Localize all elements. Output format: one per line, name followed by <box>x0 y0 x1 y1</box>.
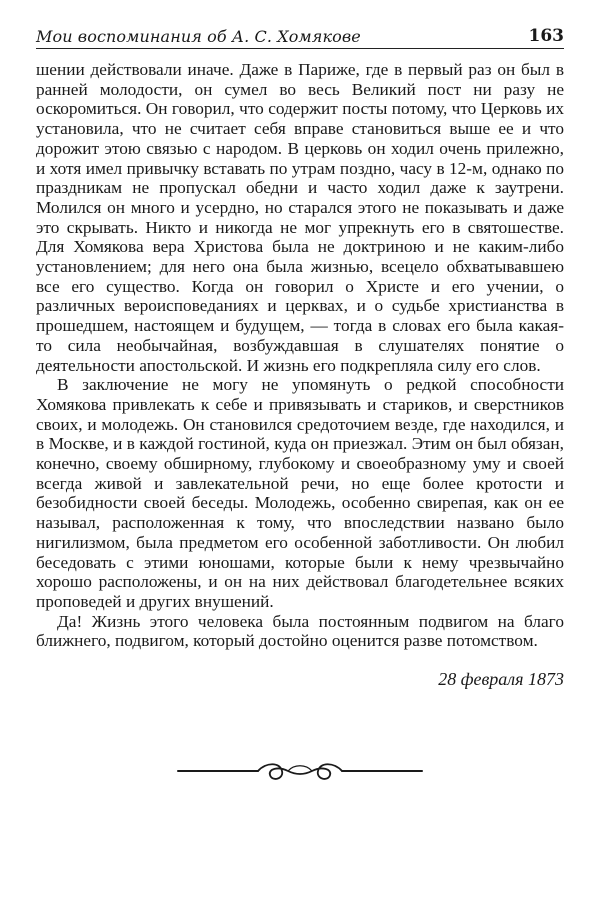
paragraph-1: шении действовали иначе. Даже в Париже, где в первый раз он был в ранней молодости, он сумел во весь Великий пост ни разу не оскоромиться. Он говорил, что содержит посты потому, что Церковь их установила, что не считает себя вправе становиться выше ее и что дорожит этою связью с народом. В церковь он ходил очень прилежно, и хотя имел привычку вставать по утрам поздно, часу в 12-м, однако по праздникам не пропускал обедни и часто ходил даже к заутрени. Молился он много и усердно, но старался этого не показывать и даже это скрывать. Никто и никогда не мог упрекнуть его в святошестве. Для Хомякова вера Христова была не доктриною и не каким-либо установлением; для него она была жизнью, всецело обхватывавшею все его существо. Когда он говорил о Христе и его учении, о различных вероисповеданиях и церквах, и о судьбе христианства в прошедшем, настоящем и будущем, — тогда в словах его была какая-то сила необычайная, возбуждавшая в слушателях понятие о деятельности апостольской. И жизнь его подкрепляла силу его слов. <box>36 60 564 375</box>
paragraph-2: В заключение не могу не упомянуть о редкой способности Хомякова привлекать к себе и привязывать и стариков, и сверстников своих, и молодежь. Он становился средоточием везде, где находился, и в Москве, и в каждой гостиной, куда он приезжал. Этим он был обязан, конечно, своему обширному, глубокому и своеобразному уму и своей всегда живой и завлекательной речи, но еще более кротости и безобидности своей беседы. Молодежь, особенно свирепая, как он ее называл, расположенная к тому, что впоследствии названо было нигилизмом, была предметом его особенной заботливости. Он любил беседовать с этими юношами, которые были к нему чрезвычайно хорошо расположены, и он на них действовал благодетельнее всяких проповедей и других внушений. <box>36 375 564 611</box>
page <box>36 18 564 690</box>
page-number: 163 <box>528 26 564 46</box>
flourish-ornament-icon <box>170 752 430 790</box>
running-title: Мои воспоминания об А. С. Хомякове <box>36 27 361 46</box>
body-text <box>36 60 564 651</box>
running-header <box>36 18 564 49</box>
paragraph-3: Да! Жизнь этого человека была постоянным подвигом на благо ближнего, подвигом, который достойно оценится разве потомством. <box>36 611 564 651</box>
date-line: 28 февраля 1873 <box>438 669 564 690</box>
